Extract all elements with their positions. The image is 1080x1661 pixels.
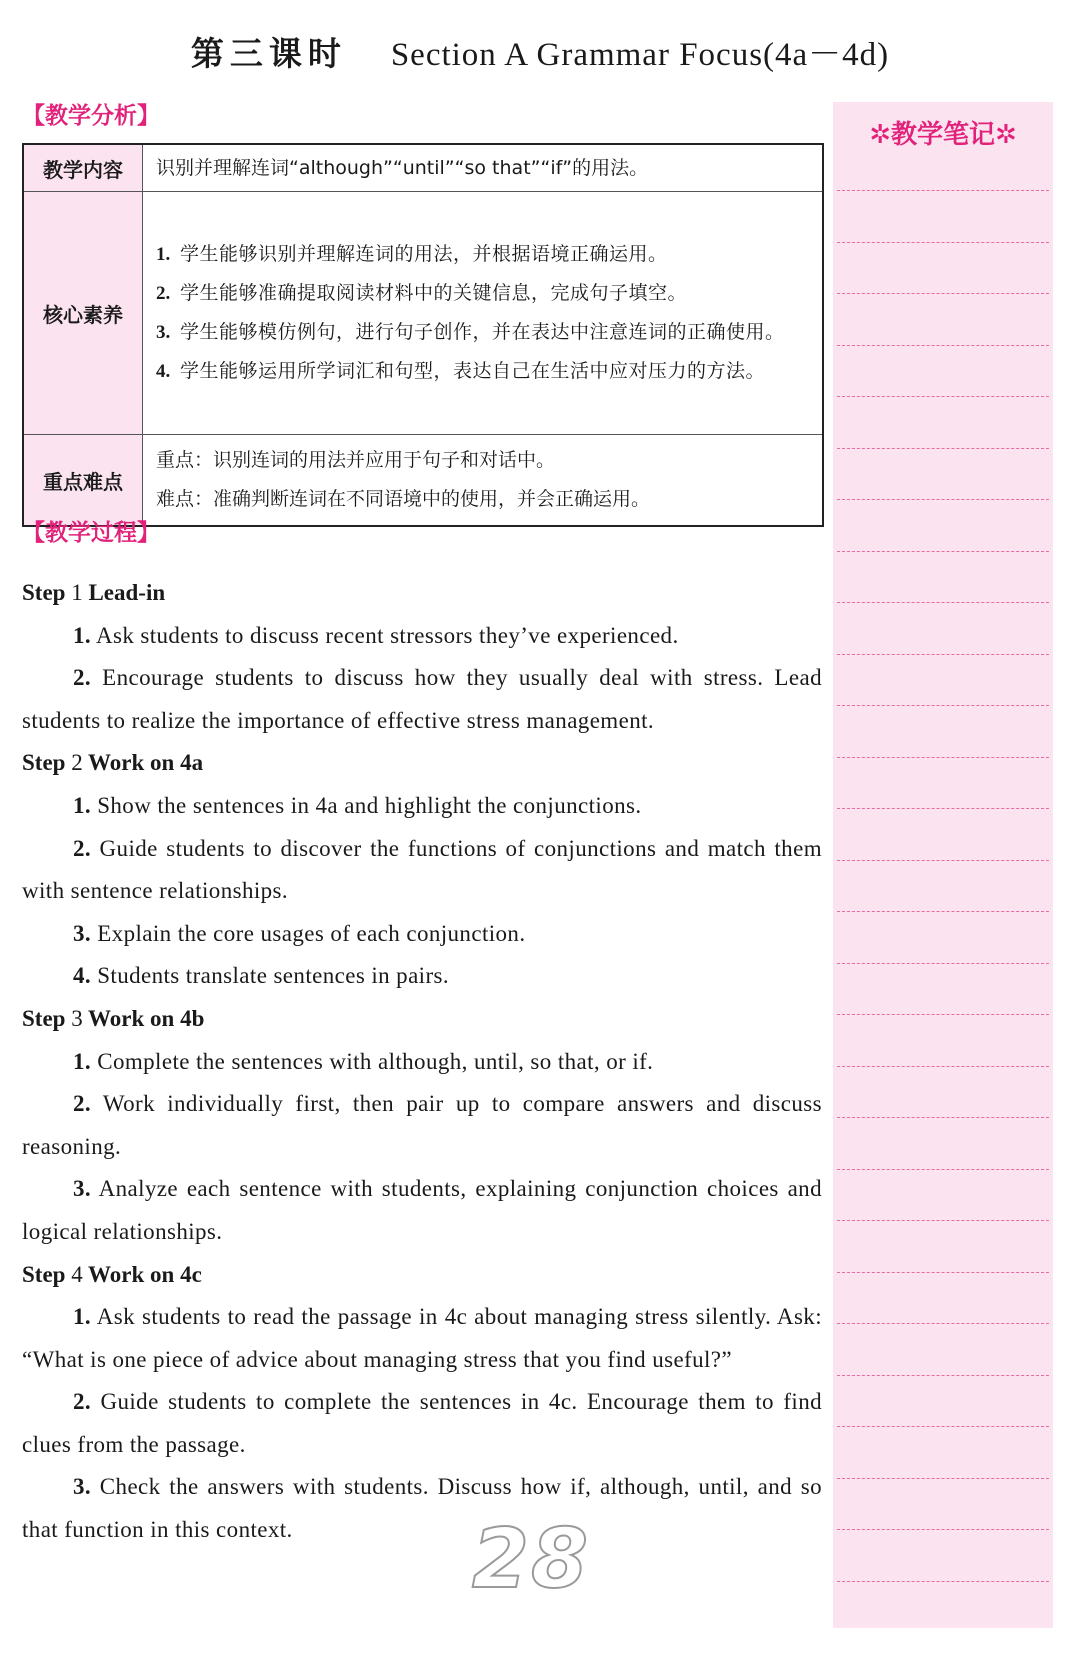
page-number: 28	[472, 1512, 591, 1607]
note-line	[837, 293, 1049, 294]
note-line	[837, 860, 1049, 861]
row-label: 教学内容	[23, 144, 143, 192]
item-number: 1.	[73, 622, 92, 648]
step-title: Work on 4c	[88, 1261, 202, 1287]
list-item	[156, 235, 812, 274]
step-heading	[22, 572, 822, 615]
list-item	[22, 615, 822, 658]
note-line	[837, 1117, 1049, 1118]
note-line	[837, 190, 1049, 191]
item-text: Ask students to discuss recent stressors they’ve experienced.	[95, 622, 679, 648]
note-line	[837, 911, 1049, 912]
item-text: Guide students to discover the functions of conjunctions and match them with sentence relationships.	[22, 835, 822, 904]
list-item	[22, 1168, 822, 1253]
item-number: 3.	[73, 1474, 92, 1500]
lesson-label: 第三课时	[190, 34, 347, 73]
note-line	[837, 448, 1049, 449]
item-number: 3.	[73, 1176, 92, 1202]
process-heading: 【教学过程】	[22, 520, 160, 546]
process-steps	[22, 572, 822, 1552]
step-word: Step	[22, 1261, 66, 1287]
step-title: Work on 4a	[88, 750, 204, 776]
note-line	[837, 963, 1049, 964]
step-title: Work on 4b	[88, 1005, 205, 1031]
list-item	[22, 785, 822, 828]
item-text: Explain the core usages of each conjunction.	[97, 920, 526, 946]
note-line	[837, 499, 1049, 500]
item-number: 2.	[73, 665, 92, 691]
table-row	[23, 192, 823, 435]
list-item	[22, 913, 822, 956]
note-line	[837, 1478, 1049, 1479]
note-line	[837, 396, 1049, 397]
page-title	[0, 28, 1080, 75]
item-text: 学生能够运用所学词汇和句型，表达自己在生活中应对压力的方法。	[180, 360, 766, 382]
teaching-content: 识别并理解连词“although”“until”“so that”“if”的用法。	[143, 144, 824, 192]
note-line	[837, 705, 1049, 706]
item-number: 1.	[73, 792, 92, 818]
step-heading	[22, 742, 822, 785]
item-text: 学生能够模仿例句，进行句子创作，并在表达中注意连词的正确使用。	[180, 321, 785, 343]
item-number: 1.	[156, 244, 171, 265]
item-text: Students translate sentences in pairs.	[97, 963, 450, 989]
note-line	[837, 1323, 1049, 1324]
core-competency-list	[143, 192, 824, 435]
list-item	[22, 657, 822, 742]
step-number: 4	[71, 1261, 83, 1287]
note-line	[837, 1220, 1049, 1221]
list-item	[22, 955, 822, 998]
section-title: Section A Grammar Focus(4a－4d)	[390, 37, 890, 73]
note-line	[837, 1426, 1049, 1427]
key-points	[143, 435, 824, 527]
note-line	[837, 654, 1049, 655]
note-line	[837, 602, 1049, 603]
list-item	[156, 274, 812, 313]
item-text: Encourage students to discuss how they usually deal with stress. Lead students to realize the importance of effective stress management.	[22, 665, 822, 733]
note-line	[837, 1066, 1049, 1067]
item-text: Ask students to read the passage in 4c about managing stress silently. Ask: “What is one piece of advice about managing stress that you find useful?”	[22, 1304, 822, 1372]
item-text: Show the sentences in 4a and highlight the conjunctions.	[97, 792, 642, 818]
item-number: 2.	[73, 1389, 92, 1415]
step-number: 3	[71, 1005, 83, 1031]
note-line	[837, 551, 1049, 552]
note-line	[837, 757, 1049, 758]
notes-title: ✲教学笔记✲	[869, 120, 1017, 150]
item-number: 4.	[156, 361, 171, 382]
note-line	[837, 808, 1049, 809]
step-number: 1	[71, 580, 83, 605]
step-title: Lead-in	[88, 580, 166, 605]
note-line	[837, 242, 1049, 243]
analysis-table	[22, 143, 824, 527]
note-line	[837, 1014, 1049, 1015]
note-line	[837, 1169, 1049, 1170]
list-item	[22, 1041, 822, 1084]
row-label: 重点难点	[23, 435, 143, 527]
list-item	[22, 1381, 822, 1466]
note-line	[837, 345, 1049, 346]
item-number: 2.	[73, 1091, 92, 1117]
notes-column	[833, 102, 1053, 1628]
step-word: Step	[22, 750, 66, 776]
note-line	[837, 1272, 1049, 1273]
item-number: 3.	[156, 322, 171, 343]
table-row	[23, 144, 823, 192]
item-text: Analyze each sentence with students, explaining conjunction choices and logical relationships.	[22, 1176, 822, 1244]
step-number: 2	[71, 750, 83, 776]
item-text: Complete the sentences with although, until, so that, or if.	[97, 1048, 654, 1074]
item-text: Work individually first, then pair up to compare answers and discuss reasoning.	[22, 1091, 822, 1159]
note-line	[837, 1529, 1049, 1530]
key-point-line: 重点：识别连词的用法并应用于句子和对话中。	[156, 449, 556, 471]
step-word: Step	[22, 580, 66, 605]
list-item	[22, 1296, 822, 1381]
step-word: Step	[22, 1005, 66, 1031]
table-row	[23, 435, 823, 527]
step-heading	[22, 998, 822, 1041]
list-item	[156, 352, 812, 391]
item-number: 2.	[73, 835, 92, 861]
analysis-heading: 【教学分析】	[22, 103, 160, 129]
item-text: 学生能够识别并理解连词的用法，并根据语境正确运用。	[180, 243, 668, 265]
list-item	[22, 1083, 822, 1168]
note-line	[837, 1581, 1049, 1582]
list-item	[22, 828, 822, 913]
note-line	[837, 1375, 1049, 1376]
item-number: 4.	[73, 963, 92, 989]
step-heading	[22, 1254, 822, 1297]
item-number: 1.	[73, 1048, 92, 1074]
item-number: 1.	[73, 1304, 92, 1330]
item-text: 学生能够准确提取阅读材料中的关键信息，完成句子填空。	[180, 282, 688, 304]
item-text: Guide students to complete the sentences in 4c. Encourage them to find clues from the passage.	[22, 1389, 823, 1457]
row-label: 核心素养	[23, 192, 143, 435]
list-item	[22, 1466, 822, 1551]
item-number: 2.	[156, 283, 171, 304]
difficulty-line: 难点：准确判断连词在不同语境中的使用，并会正确运用。	[156, 488, 651, 510]
item-text: Check the answers with students. Discuss how if, although, until, and so that function in this context.	[22, 1474, 822, 1543]
item-number: 3.	[73, 920, 92, 946]
list-item	[156, 313, 812, 352]
